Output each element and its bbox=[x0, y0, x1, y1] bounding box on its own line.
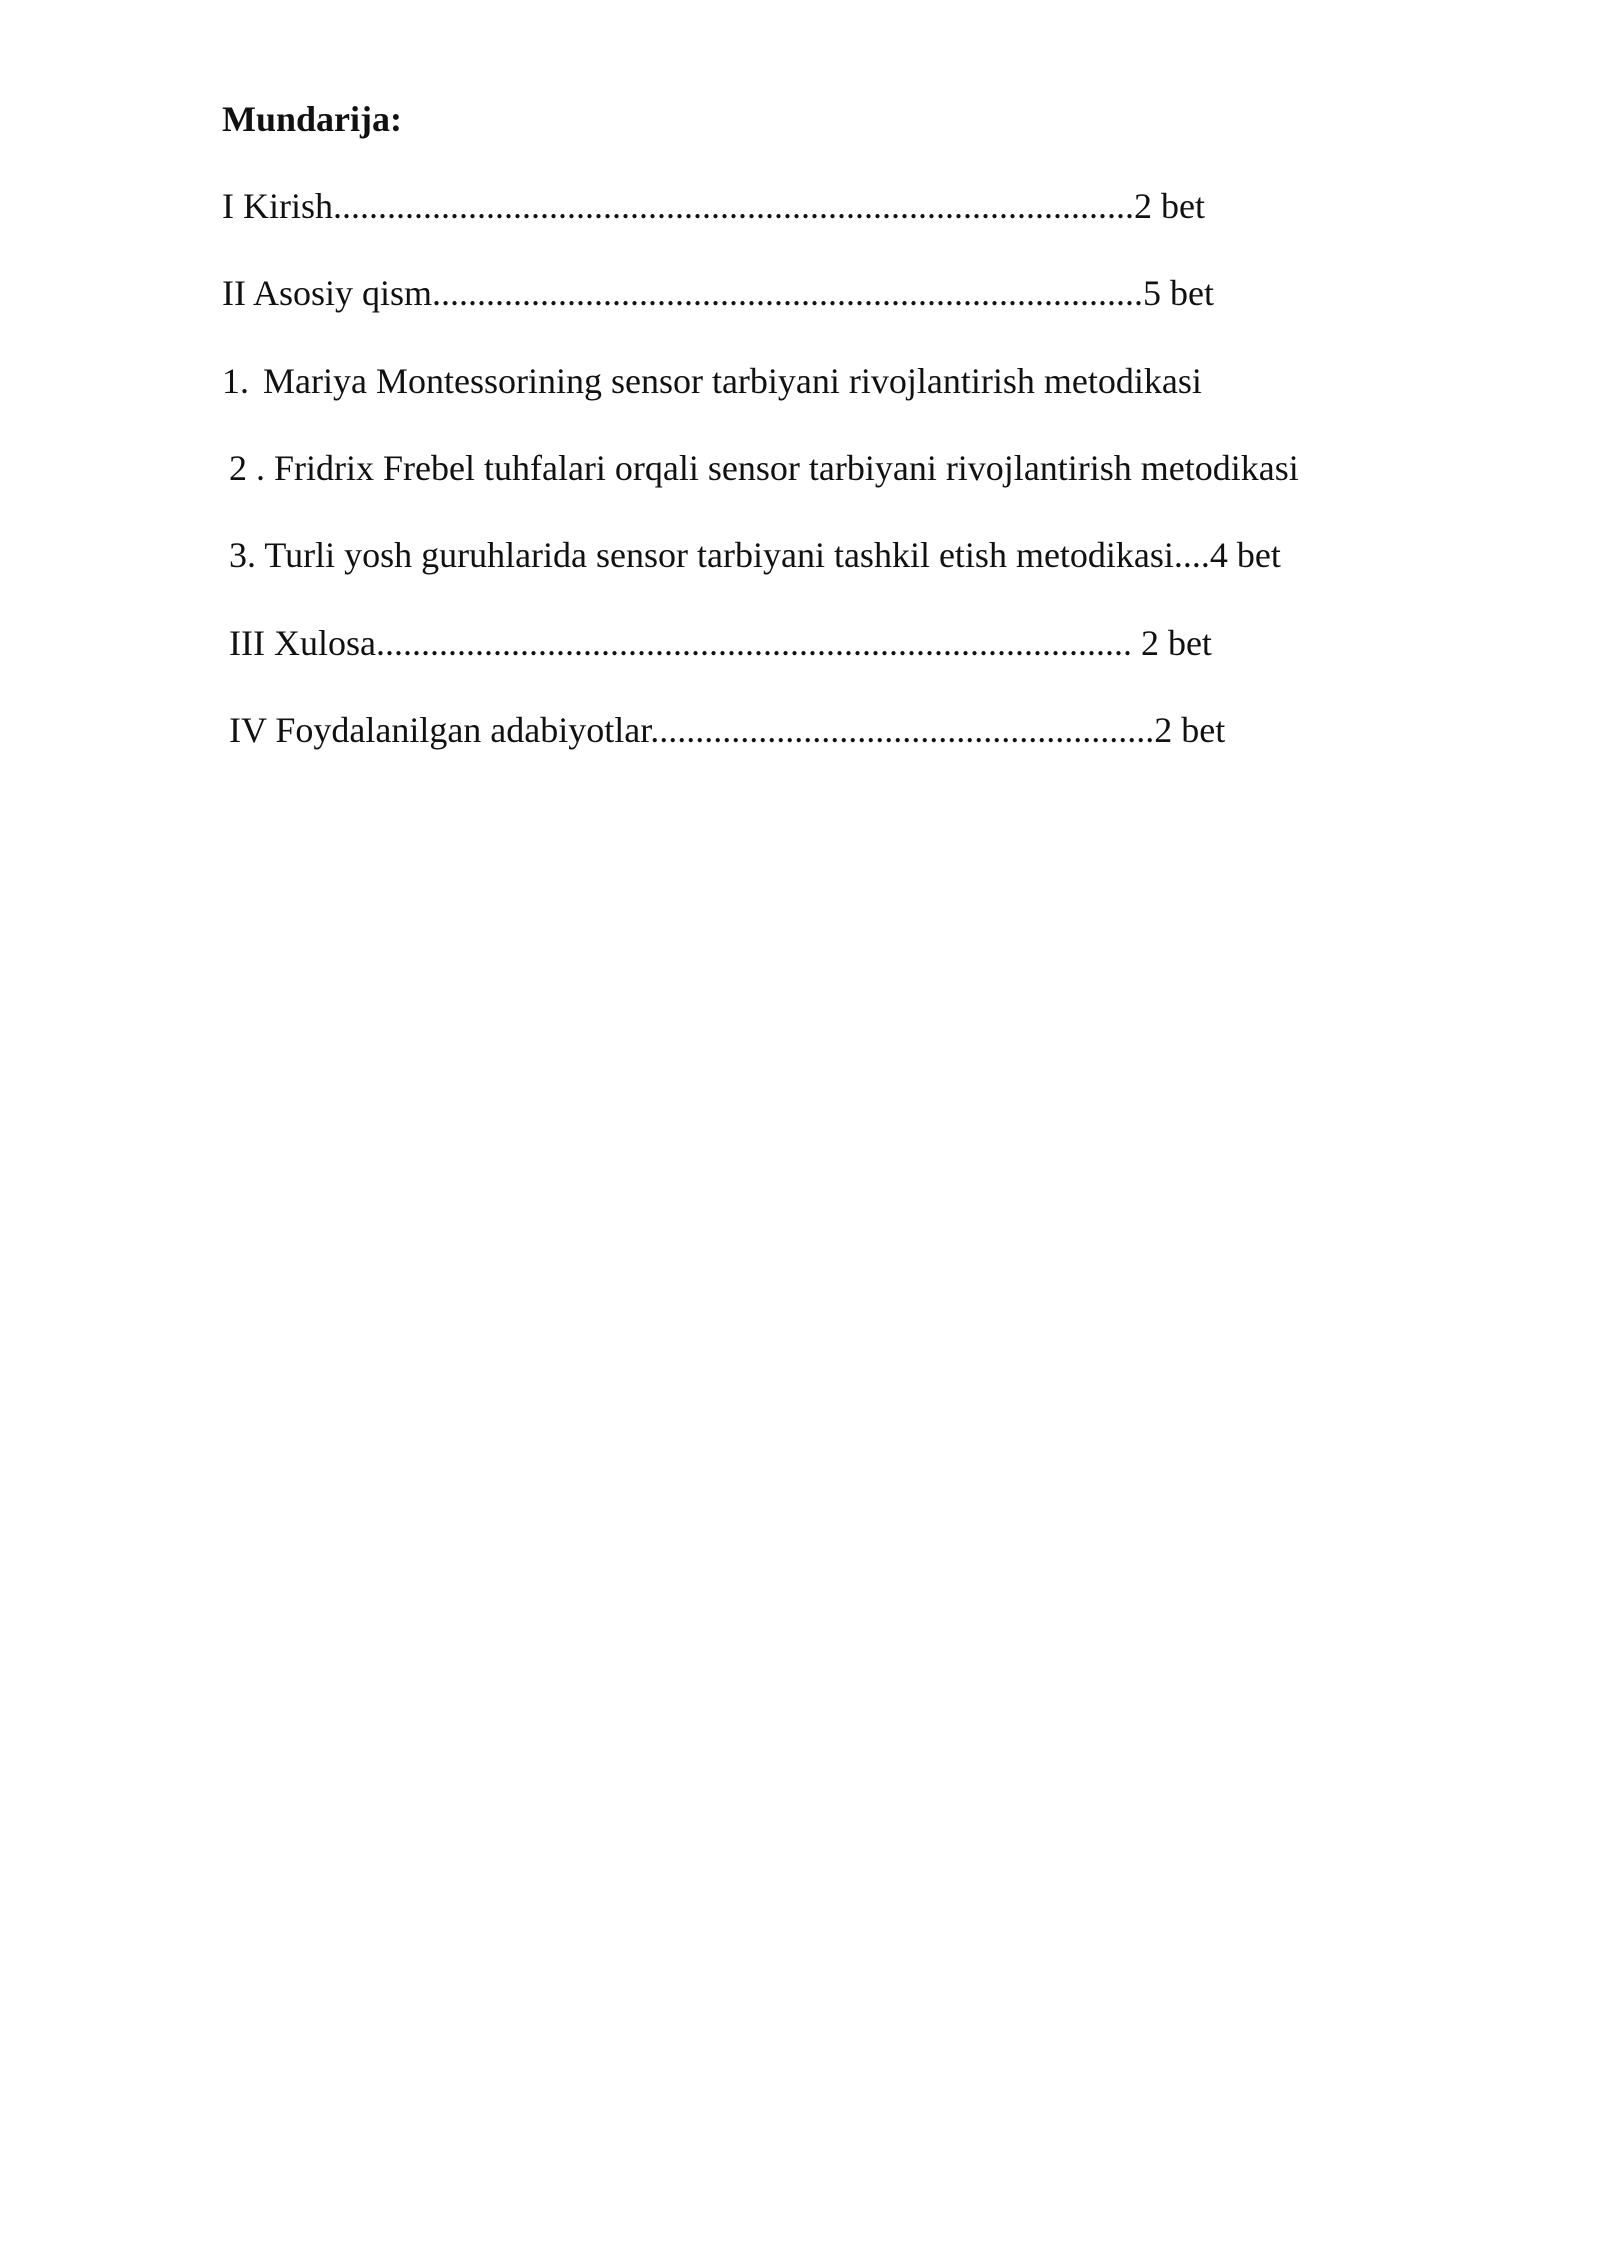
toc-entry-adabiyotlar: IV Foydalanilgan adabiyotlar........................................................2 bet bbox=[229, 710, 1226, 750]
toc-entry-yosh-guruhlari: 3. Turli yosh guruhlarida sensor tarbiyani tashkil etish metodikasi....4 bet bbox=[229, 535, 1281, 575]
toc-entry-kirish: I Kirish.........................................................................................2 bet bbox=[222, 186, 1205, 226]
toc-entry-frebel: 2 . Fridrix Frebel tuhfalari orqali sensor tarbiyani rivojlantirish metodikasi bbox=[229, 448, 1299, 488]
toc-entry-asosiy-qism: II Asosiy qism...............................................................................5 bet bbox=[222, 273, 1215, 313]
toc-entry-number: 1. bbox=[222, 361, 249, 401]
toc-entry-montessori bbox=[222, 360, 1202, 403]
toc-heading: Mundarija: bbox=[222, 99, 402, 139]
toc-entry-xulosa: III Xulosa.................................................................................... 2 bet bbox=[229, 623, 1212, 663]
toc-entry-label: Mariya Montessorining sensor tarbiyani rivojlantirish metodikasi bbox=[263, 361, 1202, 401]
